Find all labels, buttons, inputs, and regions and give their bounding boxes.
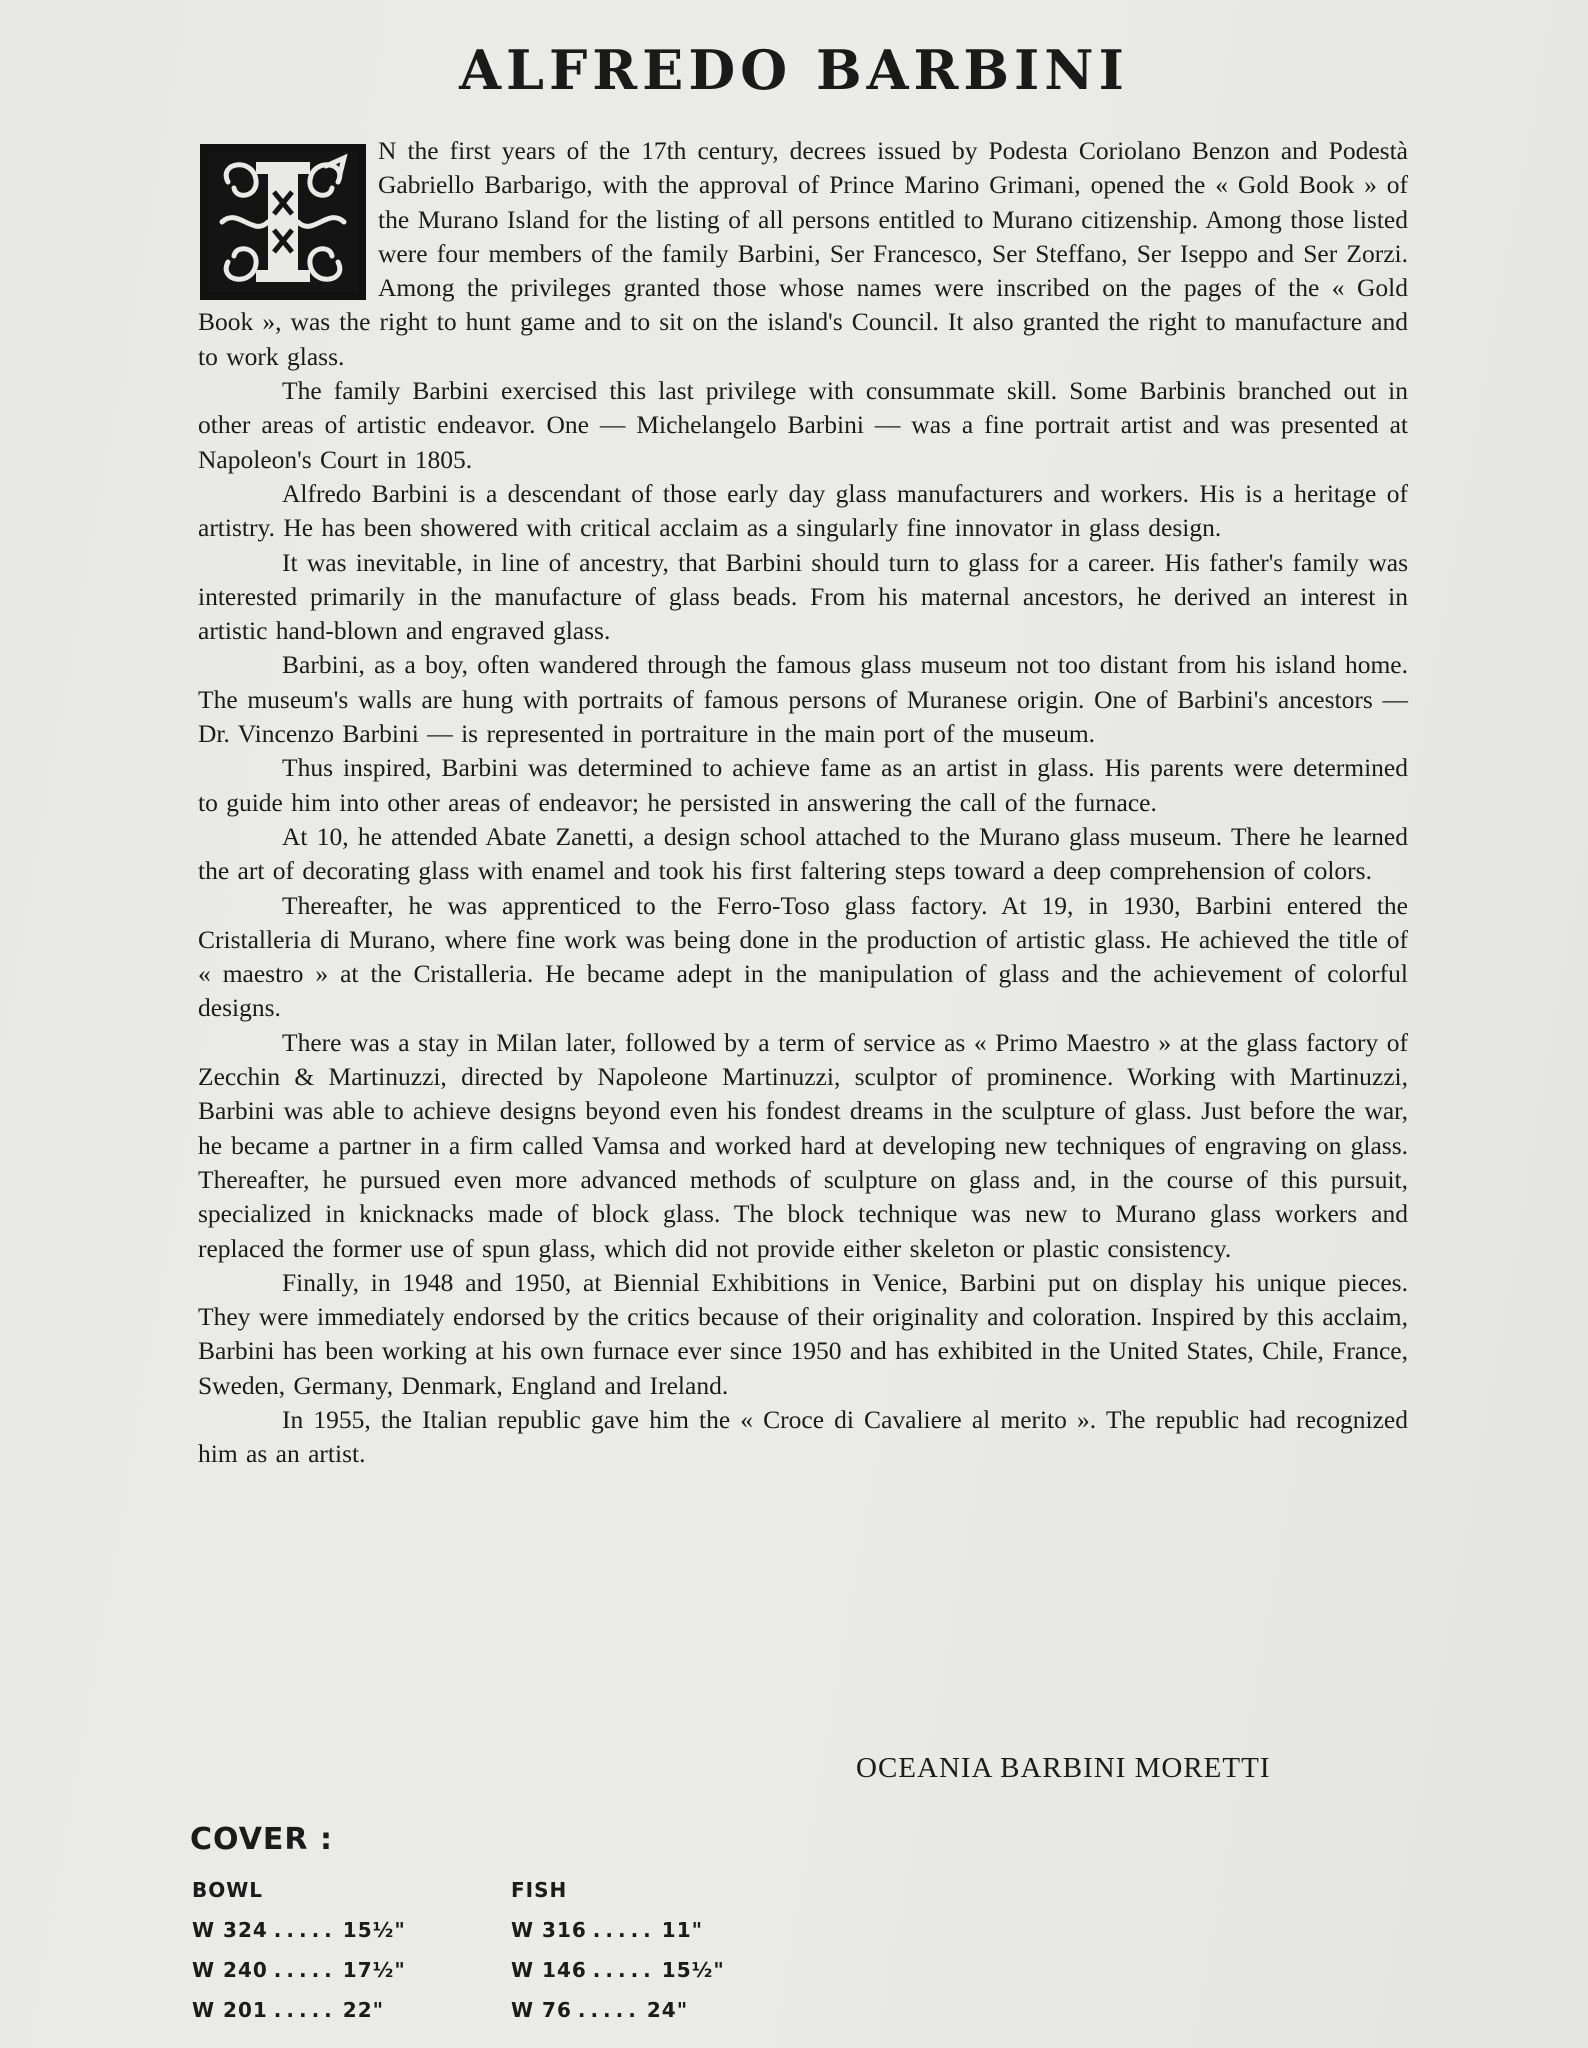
item-code: W 324 [192, 1918, 268, 1942]
paragraph-3: Alfredo Barbini is a descendant of those early day glass manufacturers and workers. His is a heritage of artistry. He has been showered with critical acclaim as a singularly fine innovator in glass design. [198, 478, 1408, 543]
fish-item [511, 1918, 725, 1958]
paragraph-4: It was inevitable, in line of ancestry, that Barbini should turn to glass for a career. His father's family was interested primarily in the manufacture of glass beads. From his maternal ancestors, he derived an interest in artistic hand-blown and engraved glass. [198, 547, 1408, 646]
item-code: W 316 [511, 1918, 587, 1942]
paragraph-11: In 1955, the Italian republic gave him the « Croce di Cavaliere al merito ». The republic had recognized him as an artist. [198, 1404, 1408, 1469]
fish-item [511, 1958, 725, 1998]
bowl-item [192, 1958, 406, 1998]
ornamental-initial-i-icon [200, 144, 366, 300]
item-code: W 240 [192, 1958, 268, 1982]
item-size: 22" [342, 1998, 385, 2022]
cover-heading: COVER : [190, 1822, 333, 1857]
item-size: 11" [661, 1918, 704, 1942]
bowl-item [192, 1998, 406, 2038]
paragraph-1-text: the first years of the 17th century, decrees issued by Podesta Coriolano Benzon and Podestà Gabriello Barbarigo, with the approval of Prince Marino Grimani, opened the « Gold Book » of the Murano Island for the listing of all persons entitled to Murano citizenship. Among those listed were four members of the family Barbini, Ser Francesco, Ser Steffano, Ser Iseppo and Ser Zorzi. Among the privileges granted those whose names were inscribed on the pages of the « Gold Book », was the right to hunt game and to sit on the island's Council. It also granted the right to manufacture and to work glass. [198, 136, 1408, 371]
fish-column [511, 1878, 725, 2038]
bowl-column [192, 1878, 406, 2038]
item-code: W 76 [511, 1998, 572, 2022]
author-signature: OCEANIA BARBINI MORETTI [856, 1752, 1271, 1784]
item-code: W 201 [192, 1998, 268, 2022]
article-body [198, 134, 1408, 1472]
paragraph-10: Finally, in 1948 and 1950, at Biennial Exhibitions in Venice, Barbini put on display his unique pieces. They were immediately endorsed by the critics because of their originality and coloration. Inspired by this acclaim, Barbini has been working at his own furnace ever since 1950 and has exhibited in the United States, Chile, France, Sweden, Germany, Denmark, England and Ireland. [198, 1267, 1408, 1400]
item-size: 17½" [342, 1958, 406, 1982]
bowl-item [192, 1918, 406, 1958]
item-size: 15½" [661, 1958, 725, 1982]
fish-label: FISH [511, 1878, 568, 1902]
page-title: ALFREDO BARBINI [459, 38, 1129, 102]
paragraph-9: There was a stay in Milan later, followed by a term of service as « Primo Maestro » at the glass factory of Zecchin & Martinuzzi, directed by Napoleone Martinuzzi, sculptor of prominence. Working with Martinuzzi, Barbini was able to achieve designs beyond even his fondest dreams in the sculpture of glass. Just before the war, he became a partner in a firm called Vamsa and worked hard at developing new techniques of engraving on glass. Thereafter, he pursued even more advanced methods of sculpture on glass and, in the course of this pursuit, specialized in knicknacks made of block glass. The block technique was new to Murano glass workers and replaced the former use of spun glass, which did not provide either skeleton or plastic consistency. [198, 1027, 1408, 1263]
leader-dots: ..... [273, 1918, 337, 1942]
ornament-flourish-icon [208, 152, 358, 292]
leader-dots: ..... [577, 1998, 641, 2022]
item-size: 15½" [342, 1918, 406, 1942]
paragraph-2: The family Barbini exercised this last privilege with consummate skill. Some Barbinis branched out in other areas of artistic endeavor. One — Michelangelo Barbini — was a fine portrait artist and was presented at Napoleon's Court in 1805. [198, 376, 1408, 474]
bowl-label: BOWL [192, 1878, 264, 1902]
paragraph-5: Barbini, as a boy, often wandered through the famous glass museum not too distant from his island home. The museum's walls are hung with portraits of famous persons of Muranese origin. One of Barbini's ancestors — Dr. Vincenzo Barbini — is represented in portraiture in the main port of the museum. [198, 650, 1408, 749]
leader-dots: ..... [592, 1958, 656, 1982]
paragraph-1 [198, 134, 1408, 374]
leader-dots: ..... [273, 1958, 337, 1982]
leader-dots: ..... [592, 1918, 656, 1942]
item-size: 24" [646, 1998, 689, 2022]
lead-word-rest: N [378, 136, 397, 165]
paragraph-6: Thus inspired, Barbini was determined to achieve fame as an artist in glass. His parents were determined to guide him into other areas of endeavor; he persisted in answering the call of the furnace. [198, 753, 1408, 817]
fish-item [511, 1998, 725, 2038]
paragraph-7: At 10, he attended Abate Zanetti, a design school attached to the Murano glass museum. There he learned the art of decorating glass with enamel and took his first faltering steps toward a deep comprehension of colors. [198, 821, 1408, 886]
leader-dots: ..... [273, 1998, 337, 2022]
item-code: W 146 [511, 1958, 587, 1982]
paragraph-8: Thereafter, he was apprenticed to the Ferro-Toso glass factory. At 19, in 1930, Barbini entered the Cristalleria di Murano, where fine work was being done in the production of artistic glass. He achieved the title of « maestro » at the Cristalleria. He became adept in the manipulation of glass and the achievement of colorful designs. [198, 890, 1408, 1023]
